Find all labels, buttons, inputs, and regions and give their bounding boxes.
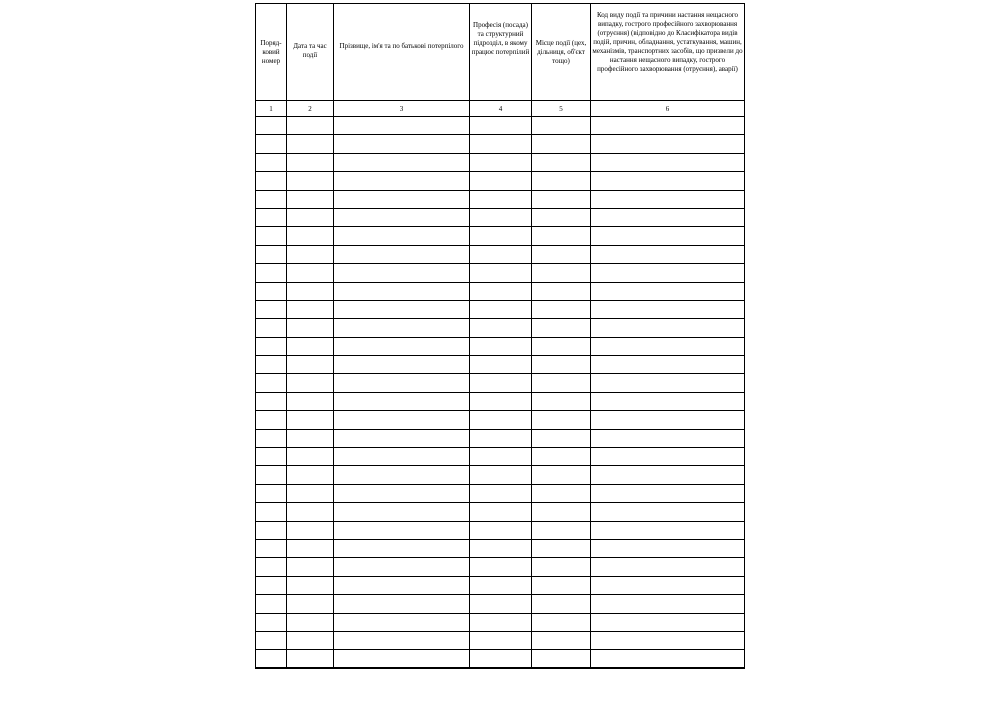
table-cell-col-3[interactable] (334, 153, 470, 171)
table-cell-col-4[interactable] (470, 374, 532, 392)
table-row (256, 558, 745, 576)
table-cell-col-6[interactable] (591, 300, 745, 318)
table-cell-col-1[interactable] (256, 484, 287, 502)
table-cell-col-2[interactable] (287, 448, 334, 466)
table-cell-col-4[interactable] (470, 337, 532, 355)
table-cell-col-4[interactable] (470, 576, 532, 594)
table-cell-col-3[interactable] (334, 521, 470, 539)
table-cell-col-4[interactable] (470, 595, 532, 613)
table-cell-col-3[interactable] (334, 190, 470, 208)
table-cell-col-2[interactable] (287, 208, 334, 226)
table-cell-col-2[interactable] (287, 264, 334, 282)
table-cell-col-5[interactable] (532, 117, 591, 135)
table-cell-col-4[interactable] (470, 631, 532, 649)
table-row (256, 245, 745, 263)
table-cell-col-3[interactable] (334, 282, 470, 300)
table-cell-col-3[interactable] (334, 264, 470, 282)
table-cell-col-5[interactable] (532, 190, 591, 208)
header-ordinal-number: Поряд-ковий номер (256, 4, 287, 101)
table-row (256, 300, 745, 318)
table-cell-col-1[interactable] (256, 135, 287, 153)
table-cell-col-2[interactable] (287, 392, 334, 410)
table-cell-col-5[interactable] (532, 503, 591, 521)
table-cell-col-3[interactable] (334, 595, 470, 613)
table-cell-col-2[interactable] (287, 319, 334, 337)
table-cell-col-3[interactable] (334, 429, 470, 447)
table-row (256, 448, 745, 466)
table-cell-col-4[interactable] (470, 300, 532, 318)
table-cell-col-2[interactable] (287, 153, 334, 171)
table-cell-col-1[interactable] (256, 631, 287, 649)
table-row (256, 613, 745, 631)
table-row (256, 466, 745, 484)
header-event-cause-code: Код виду події та причини настання нещасного випадку, гострого професійного захворювання (отруєння) (відповідно до Класифікатора видів подій, причин, обладнання, устаткування, машин, механізмів, транспортних засобів, що призвели до настання нещасного випадку, гострого професійного захворювання (отруєння), аварії) (591, 4, 745, 101)
table-cell-col-4[interactable] (470, 135, 532, 153)
table-row (256, 539, 745, 557)
table-cell-col-3[interactable] (334, 135, 470, 153)
table-cell-col-6[interactable] (591, 650, 745, 668)
table-cell-col-4[interactable] (470, 613, 532, 631)
table-row (256, 503, 745, 521)
table-cell-col-4[interactable] (470, 503, 532, 521)
table-cell-col-1[interactable] (256, 595, 287, 613)
table-row (256, 227, 745, 245)
table-cell-col-5[interactable] (532, 392, 591, 410)
table-cell-col-1[interactable] (256, 558, 287, 576)
table-cell-col-6[interactable] (591, 521, 745, 539)
table-cell-col-4[interactable] (470, 429, 532, 447)
table-cell-col-2[interactable] (287, 521, 334, 539)
table-cell-col-4[interactable] (470, 411, 532, 429)
column-number: 6 (591, 101, 745, 117)
table-cell-col-1[interactable] (256, 208, 287, 226)
table-cell-col-5[interactable] (532, 466, 591, 484)
table-cell-col-2[interactable] (287, 429, 334, 447)
table-cell-col-3[interactable] (334, 448, 470, 466)
table-row (256, 631, 745, 649)
table-row (256, 392, 745, 410)
table-cell-col-5[interactable] (532, 448, 591, 466)
table-row (256, 282, 745, 300)
table-cell-col-2[interactable] (287, 503, 334, 521)
table-cell-col-1[interactable] (256, 448, 287, 466)
table-cell-col-5[interactable] (532, 135, 591, 153)
table-row (256, 117, 745, 135)
table-cell-col-3[interactable] (334, 613, 470, 631)
header-victim-full-name: Прізвище, ім'я та по батькові потерпілого (334, 4, 470, 101)
table-row (256, 337, 745, 355)
table-cell-col-2[interactable] (287, 337, 334, 355)
table-cell-col-5[interactable] (532, 227, 591, 245)
table-cell-col-1[interactable] (256, 466, 287, 484)
table-cell-col-6[interactable] (591, 576, 745, 594)
table-cell-col-4[interactable] (470, 356, 532, 374)
table-cell-col-5[interactable] (532, 650, 591, 668)
table-cell-col-6[interactable] (591, 227, 745, 245)
table-cell-col-4[interactable] (470, 392, 532, 410)
table-row (256, 356, 745, 374)
table-row (256, 484, 745, 502)
table-cell-col-2[interactable] (287, 190, 334, 208)
table-cell-col-6[interactable] (591, 466, 745, 484)
table-row (256, 650, 745, 668)
table-cell-col-4[interactable] (470, 319, 532, 337)
table-cell-col-6[interactable] (591, 208, 745, 226)
table-cell-col-1[interactable] (256, 429, 287, 447)
table-cell-col-5[interactable] (532, 153, 591, 171)
table-cell-col-1[interactable] (256, 264, 287, 282)
table-cell-col-1[interactable] (256, 650, 287, 668)
header-event-location: Місце події (цех, дільниця, об'єкт тощо) (532, 4, 591, 101)
table-cell-col-6[interactable] (591, 484, 745, 502)
table-cell-col-1[interactable] (256, 539, 287, 557)
table-cell-col-4[interactable] (470, 282, 532, 300)
table-cell-col-4[interactable] (470, 448, 532, 466)
table-cell-col-3[interactable] (334, 245, 470, 263)
table-cell-col-3[interactable] (334, 337, 470, 355)
column-number-row (256, 101, 745, 117)
table-cell-col-3[interactable] (334, 356, 470, 374)
table-cell-col-3[interactable] (334, 319, 470, 337)
table-cell-col-5[interactable] (532, 539, 591, 557)
table-cell-col-1[interactable] (256, 521, 287, 539)
table-cell-col-5[interactable] (532, 337, 591, 355)
table-cell-col-5[interactable] (532, 558, 591, 576)
table-cell-col-3[interactable] (334, 503, 470, 521)
column-number: 5 (532, 101, 591, 117)
table-cell-col-3[interactable] (334, 576, 470, 594)
table-cell-col-4[interactable] (470, 650, 532, 668)
table-cell-col-6[interactable] (591, 356, 745, 374)
table-row (256, 135, 745, 153)
table-cell-col-2[interactable] (287, 411, 334, 429)
table-cell-col-5[interactable] (532, 576, 591, 594)
table-cell-col-6[interactable] (591, 613, 745, 631)
table-cell-col-5[interactable] (532, 484, 591, 502)
table-cell-col-5[interactable] (532, 429, 591, 447)
table-cell-col-4[interactable] (470, 539, 532, 557)
table-cell-col-2[interactable] (287, 135, 334, 153)
table-cell-col-6[interactable] (591, 558, 745, 576)
table-cell-col-6[interactable] (591, 172, 745, 190)
table-cell-col-1[interactable] (256, 153, 287, 171)
table-cell-col-6[interactable] (591, 245, 745, 263)
header-profession-department: Професія (посада) та структурний підрозділ, в якому працює потерпілий (470, 4, 532, 101)
table-cell-col-1[interactable] (256, 576, 287, 594)
table-cell-col-2[interactable] (287, 245, 334, 263)
table-cell-col-6[interactable] (591, 319, 745, 337)
table-cell-col-1[interactable] (256, 227, 287, 245)
table-row (256, 429, 745, 447)
table-cell-col-6[interactable] (591, 153, 745, 171)
table-cell-col-3[interactable] (334, 539, 470, 557)
table-cell-col-6[interactable] (591, 117, 745, 135)
table-cell-col-1[interactable] (256, 300, 287, 318)
table-cell-col-6[interactable] (591, 429, 745, 447)
table-cell-col-6[interactable] (591, 190, 745, 208)
table-cell-col-4[interactable] (470, 558, 532, 576)
table-cell-col-3[interactable] (334, 392, 470, 410)
table-cell-col-2[interactable] (287, 227, 334, 245)
table-cell-col-2[interactable] (287, 631, 334, 649)
table-row (256, 411, 745, 429)
table-cell-col-2[interactable] (287, 466, 334, 484)
table-cell-col-6[interactable] (591, 539, 745, 557)
table-cell-col-3[interactable] (334, 374, 470, 392)
table-cell-col-2[interactable] (287, 356, 334, 374)
table-cell-col-1[interactable] (256, 503, 287, 521)
table-cell-col-2[interactable] (287, 650, 334, 668)
table-cell-col-2[interactable] (287, 539, 334, 557)
table-cell-col-3[interactable] (334, 117, 470, 135)
accident-register-table (255, 3, 745, 669)
table-cell-col-1[interactable] (256, 392, 287, 410)
table-cell-col-5[interactable] (532, 411, 591, 429)
table-cell-col-5[interactable] (532, 300, 591, 318)
table-cell-col-5[interactable] (532, 172, 591, 190)
column-number: 2 (287, 101, 334, 117)
table-cell-col-6[interactable] (591, 392, 745, 410)
table-cell-col-4[interactable] (470, 521, 532, 539)
table-cell-col-3[interactable] (334, 172, 470, 190)
table-cell-col-3[interactable] (334, 300, 470, 318)
table-row (256, 319, 745, 337)
header-row (256, 4, 745, 101)
table-cell-col-3[interactable] (334, 208, 470, 226)
table-cell-col-6[interactable] (591, 135, 745, 153)
table-cell-col-5[interactable] (532, 356, 591, 374)
table-cell-col-2[interactable] (287, 576, 334, 594)
column-number: 4 (470, 101, 532, 117)
table-cell-col-4[interactable] (470, 245, 532, 263)
table-cell-col-1[interactable] (256, 374, 287, 392)
table-cell-col-3[interactable] (334, 411, 470, 429)
table-cell-col-6[interactable] (591, 631, 745, 649)
table-cell-col-1[interactable] (256, 319, 287, 337)
table-cell-col-2[interactable] (287, 484, 334, 502)
column-number: 3 (334, 101, 470, 117)
table-cell-col-3[interactable] (334, 558, 470, 576)
table-cell-col-6[interactable] (591, 503, 745, 521)
table-cell-col-4[interactable] (470, 227, 532, 245)
table-row (256, 153, 745, 171)
header-event-date-time: Дата та час події (287, 4, 334, 101)
table-cell-col-3[interactable] (334, 631, 470, 649)
table-row (256, 208, 745, 226)
table-cell-col-2[interactable] (287, 558, 334, 576)
table-cell-col-5[interactable] (532, 245, 591, 263)
table-cell-col-1[interactable] (256, 117, 287, 135)
table-cell-col-6[interactable] (591, 337, 745, 355)
table-cell-col-3[interactable] (334, 466, 470, 484)
table-cell-col-1[interactable] (256, 356, 287, 374)
table-row (256, 595, 745, 613)
table-cell-col-4[interactable] (470, 117, 532, 135)
table-cell-col-3[interactable] (334, 484, 470, 502)
table-cell-col-1[interactable] (256, 411, 287, 429)
table-cell-col-1[interactable] (256, 190, 287, 208)
table-cell-col-4[interactable] (470, 264, 532, 282)
table-cell-col-5[interactable] (532, 595, 591, 613)
table-cell-col-5[interactable] (532, 282, 591, 300)
table-cell-col-2[interactable] (287, 374, 334, 392)
table-cell-col-6[interactable] (591, 264, 745, 282)
table-row (256, 576, 745, 594)
table-cell-col-2[interactable] (287, 300, 334, 318)
table-cell-col-1[interactable] (256, 613, 287, 631)
table-cell-col-4[interactable] (470, 190, 532, 208)
column-number: 1 (256, 101, 287, 117)
table-cell-col-6[interactable] (591, 282, 745, 300)
table-cell-col-1[interactable] (256, 172, 287, 190)
table-cell-col-5[interactable] (532, 613, 591, 631)
table-row (256, 374, 745, 392)
table-cell-col-4[interactable] (470, 484, 532, 502)
table-cell-col-3[interactable] (334, 650, 470, 668)
table-cell-col-2[interactable] (287, 595, 334, 613)
table-cell-col-2[interactable] (287, 613, 334, 631)
table-cell-col-1[interactable] (256, 245, 287, 263)
table-cell-col-4[interactable] (470, 466, 532, 484)
table-cell-col-5[interactable] (532, 319, 591, 337)
table-cell-col-6[interactable] (591, 448, 745, 466)
table-row (256, 172, 745, 190)
table-cell-col-1[interactable] (256, 282, 287, 300)
table-cell-col-4[interactable] (470, 208, 532, 226)
table-cell-col-6[interactable] (591, 374, 745, 392)
table-cell-col-5[interactable] (532, 631, 591, 649)
table-row (256, 521, 745, 539)
table-row (256, 190, 745, 208)
table-cell-col-6[interactable] (591, 595, 745, 613)
table-cell-col-4[interactable] (470, 153, 532, 171)
table-cell-col-5[interactable] (532, 521, 591, 539)
table-cell-col-3[interactable] (334, 227, 470, 245)
table-cell-col-2[interactable] (287, 172, 334, 190)
table-cell-col-5[interactable] (532, 208, 591, 226)
table-cell-col-2[interactable] (287, 282, 334, 300)
table-cell-col-4[interactable] (470, 172, 532, 190)
table-cell-col-6[interactable] (591, 411, 745, 429)
table-row (256, 264, 745, 282)
table-cell-col-1[interactable] (256, 337, 287, 355)
table-cell-col-2[interactable] (287, 117, 334, 135)
table-cell-col-5[interactable] (532, 264, 591, 282)
table-cell-col-5[interactable] (532, 374, 591, 392)
